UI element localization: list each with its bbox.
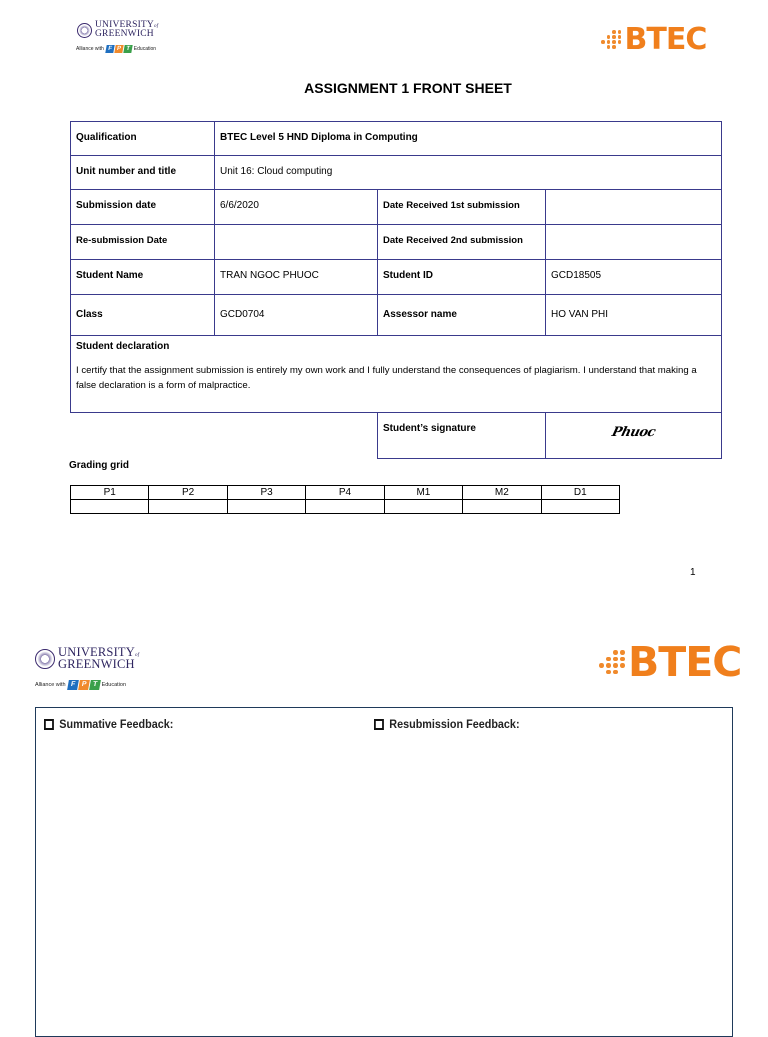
page-number: 1 [690,567,696,578]
btec-dots-icon [599,650,625,674]
university-seal-icon [77,23,92,38]
summative-checkbox-icon[interactable] [44,719,54,730]
fpt-alliance [76,45,158,53]
class-label: Class [70,294,215,336]
grading-grid [70,485,620,514]
fpt-letter-t: T [89,680,101,690]
submission-date-label: Submission date [70,189,215,225]
resubmission-feedback [374,717,520,731]
declaration-text: I certify that the assignment submission is entirely my own work and I fully understand the consequences of plagiarism. I understand that making a false declaration is a form of malpractice. [76,365,697,391]
university-logo-page2 [35,647,139,690]
btec-wordmark: BTEC [628,638,742,686]
alliance-with-text: Alliance with [35,681,66,688]
summative-feedback-label: Summative Feedback: [59,717,174,731]
date-received-1-label: Date Received 1st submission [377,189,546,225]
assessor-label: Assessor name [377,294,546,336]
page-title: ASSIGNMENT 1 FRONT SHEET [304,80,512,96]
student-signature: Phuoc [610,425,657,440]
university-line1: UNIVERSITY [95,20,154,30]
student-declaration [70,335,722,413]
grade-value-p3 [227,500,305,514]
class-value: GCD0704 [214,294,378,336]
student-id-label: Student ID [377,259,546,295]
btec-dots-icon [601,30,622,49]
resubmission-date-value [214,224,378,260]
grade-header-m2: M2 [463,486,541,500]
university-seal-icon [35,649,55,669]
student-name-value: TRAN NGOC PHUOC [214,259,378,295]
university-logo [77,21,158,53]
assessor-value: HO VAN PHI [545,294,722,336]
feedback-box [35,707,733,1037]
alliance-with-text: Alliance with [76,46,104,53]
qualification-label: Qualification [70,121,215,156]
qualification-value: BTEC Level 5 HND Diploma in Computing [214,121,722,156]
fpt-logo-icon [68,680,100,690]
resubmission-checkbox-icon[interactable] [374,719,384,730]
resubmission-date-label: Re-submission Date [70,224,215,260]
fpt-letter-f: F [67,680,79,690]
university-line2: GREENWICH [58,656,135,671]
student-id-value: GCD18505 [545,259,722,295]
signature-label: Student’s signature [377,412,546,459]
education-text: Education [133,46,157,53]
submission-date-value: 6/6/2020 [214,189,378,225]
grade-header-p3: P3 [227,486,305,500]
education-text: Education [101,681,127,688]
fpt-letter-t: T [123,45,132,53]
university-line2: GREENWICH [95,29,154,40]
grade-header-p2: P2 [149,486,227,500]
university-of: of [154,24,159,29]
grade-value-p2 [149,500,227,514]
grade-value-d1 [541,500,619,514]
fpt-logo-icon [106,45,132,53]
fpt-letter-p: P [114,45,123,53]
grading-grid-title: Grading grid [69,460,129,471]
date-received-2-label: Date Received 2nd submission [377,224,546,260]
date-received-1-value [545,189,722,225]
declaration-heading: Student declaration [76,341,170,352]
student-name-label: Student Name [70,259,215,295]
university-of: of [135,653,140,658]
grade-header-p1: P1 [71,486,149,500]
grading-header-row [71,486,620,500]
btec-wordmark: BTEC [624,22,707,57]
grade-value-m1 [384,500,462,514]
date-received-2-value [545,224,722,260]
unit-label: Unit number and title [70,155,215,190]
grade-header-d1: D1 [541,486,619,500]
grade-value-m2 [463,500,541,514]
fpt-alliance [35,680,139,690]
fpt-letter-p: P [78,680,90,690]
btec-logo [601,22,706,57]
fpt-letter-f: F [105,45,114,53]
resubmission-feedback-label: Resubmission Feedback: [389,717,520,731]
unit-value: Unit 16: Cloud computing [214,155,722,190]
signature-cell [545,412,722,459]
grade-header-m1: M1 [384,486,462,500]
summative-feedback [44,717,173,731]
university-line1: UNIVERSITY [58,645,135,659]
grade-value-p1 [71,500,149,514]
grade-header-p4: P4 [306,486,384,500]
grade-value-p4 [306,500,384,514]
grading-value-row [71,500,620,514]
btec-logo-page2 [599,638,741,686]
